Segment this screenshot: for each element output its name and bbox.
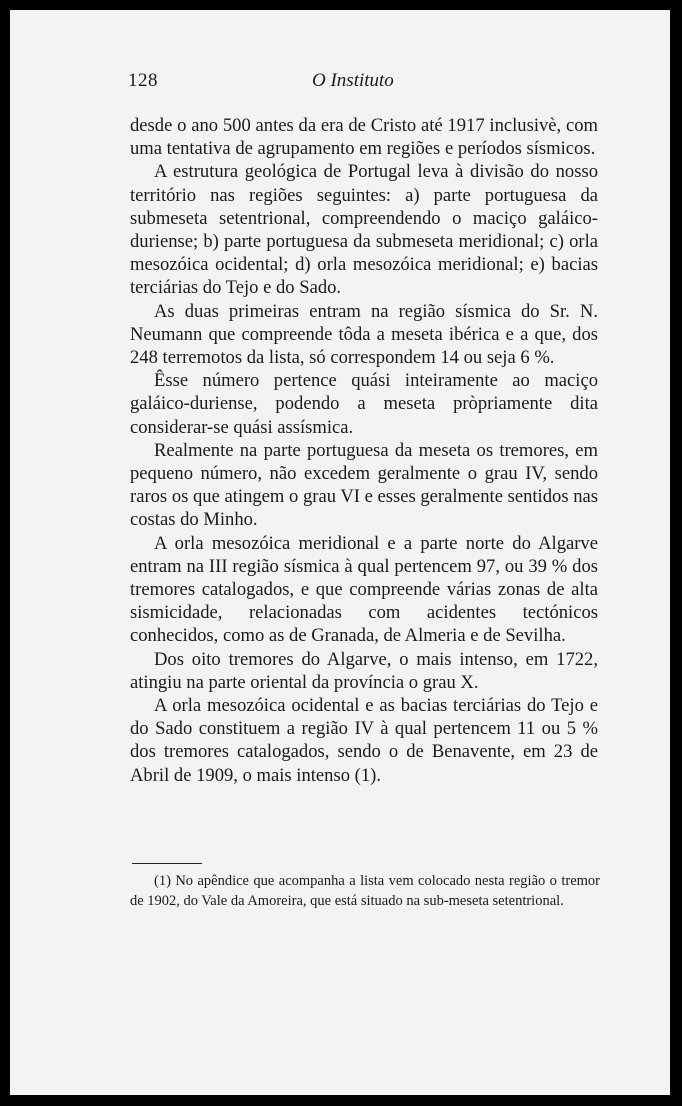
body-text <box>130 114 598 787</box>
paragraph-geological-structure: A estrutura geológica de Portugal leva à divisão do nosso território nas regiões seguintes: a) parte portuguesa da submeseta setentrional, compreendendo o maciço galáico-duriense; b) parte portuguesa da submeseta meridional; c) orla mesozóica ocidental; d) orla mesozóica meridional; e) bacias terciárias do Tejo e do Sado. <box>130 161 598 299</box>
running-title: O Instituto <box>312 70 394 91</box>
paragraph-algarve: Dos oito tremores do Algarve, o mais intenso, em 1722, atingiu na parte oriental da província o grau X. <box>130 648 598 693</box>
footnote: (1) No apêndice que acompanha a lista vem colocado nesta região o tremor de 1902, do Vale da Amoreira, que está situado na sub-meseta setentrional. <box>130 873 600 909</box>
book-page <box>10 10 670 1095</box>
paragraph-galaico-duriense: Êsse número pertence quási inteiramente ao maciço galáico-duriense, podendo a meseta pròpriamente dita considerar-se quási assísmica. <box>130 370 598 438</box>
paragraph-orla-meridional: A orla mesozóica meridional e a parte norte do Algarve entram na III região sísmica à qual pertencem 97, ou 39 % dos tremores catalogados, e que compreende várias zonas de alta sismicidade, relacionadas com acidentes tectónicos conhecidos, como as de Granada, de Almeria e de Sevilha. <box>130 532 598 647</box>
page-header <box>10 70 670 100</box>
page-number: 128 <box>128 70 158 91</box>
paragraph-neumann-region: As duas primeiras entram na região sísmica do Sr. N. Neumann que compreende tôda a meseta ibérica e a que, dos 248 terremotos da lista, só correspondem 14 ou seja 6 %. <box>130 300 598 369</box>
footnote-rule <box>132 863 202 864</box>
paragraph-orla-ocidental: A orla mesozóica ocidental e as bacias terciárias do Tejo e do Sado constituem a região IV à qual pertencem 11 ou 5 % dos tremores catalogados, sendo o de Benavente, em 23 de Abril de 1909, o mais intenso (1). <box>130 695 598 786</box>
paragraph-meseta-tremors: Realmente na parte portuguesa da meseta os tremores, em pequeno número, não excedem geralmente o grau IV, sendo raros os que atingem o grau VI e esses geralmente sentidos nas costas do Minho. <box>130 439 598 531</box>
paragraph-continuation: desde o ano 500 antes da era de Cristo até 1917 inclusivè, com uma tentativa de agrupamento em regiões e períodos sísmicos. <box>130 115 598 160</box>
